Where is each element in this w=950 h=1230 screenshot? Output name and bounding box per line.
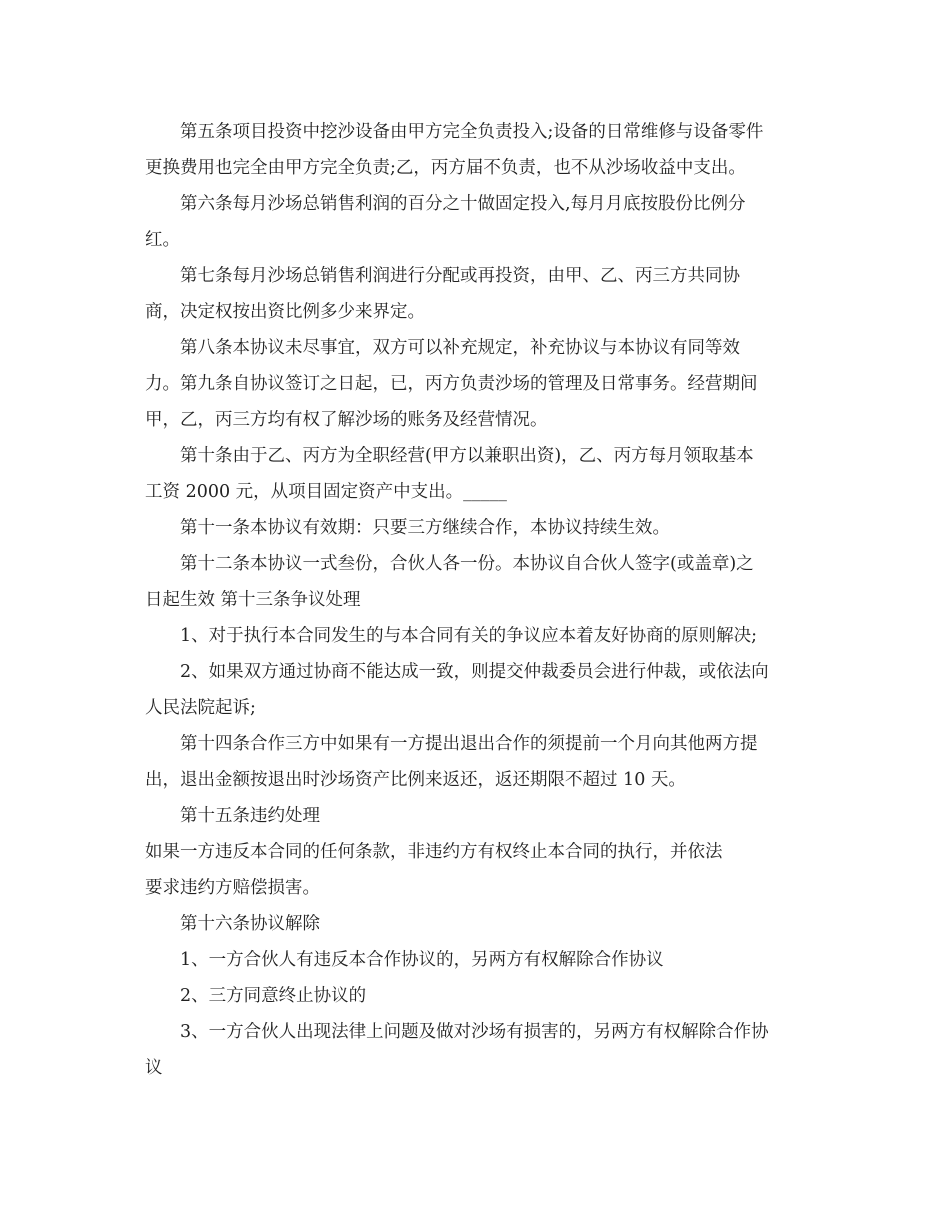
text-line: 如果一方违反本合同的任何条款，非违约方有权终止本合同的执行，并依法 bbox=[145, 842, 723, 862]
text-line: 力。第九条自协议签订之日起，已，丙方负责沙场的管理及日常事务。经营期间 bbox=[145, 374, 758, 394]
paragraph-article-8-9 bbox=[145, 330, 815, 438]
text-line: 第十六条协议解除 bbox=[180, 914, 320, 934]
text-line: 2、如果双方通过协商不能达成一致，则提交仲裁委员会进行仲裁，或依法向 bbox=[180, 662, 769, 682]
text-line: 1、一方合伙人有违反本合作协议的，另两方有权解除合作协议 bbox=[180, 950, 664, 970]
paragraph-article-16-item-3 bbox=[145, 1014, 815, 1086]
text-line: 议 bbox=[145, 1058, 163, 1078]
paragraph-article-14 bbox=[145, 726, 815, 798]
text-line: 第五条项目投资中挖沙设备由甲方完全负责投入;设备的日常维修与设备零件 bbox=[180, 122, 764, 142]
text-line: 人民法院起诉; bbox=[145, 698, 256, 718]
document-body bbox=[145, 114, 815, 1086]
text-line: 2、三方同意终止协议的 bbox=[180, 986, 367, 1006]
paragraph-article-16-item-1 bbox=[145, 942, 815, 978]
paragraph-article-10 bbox=[145, 438, 815, 510]
paragraph-article-15-heading bbox=[145, 798, 815, 834]
paragraph-article-15-body bbox=[145, 834, 815, 906]
text-line: 第十条由于乙、丙方为全职经营(甲方以兼职出资)，乙、丙方每月领取基本 bbox=[180, 446, 754, 466]
paragraph-article-16-heading bbox=[145, 906, 815, 942]
text-line: 甲，乙，丙三方均有权了解沙场的账务及经营情况。 bbox=[145, 410, 548, 430]
text-line: 第十一条本协议有效期：只要三方继续合作，本协议持续生效。 bbox=[180, 518, 670, 538]
text-line: 商，决定权按出资比例多少来界定。 bbox=[145, 302, 425, 322]
paragraph-article-13-item-2 bbox=[145, 654, 815, 726]
paragraph-article-6 bbox=[145, 186, 815, 258]
text-line: 第八条本协议未尽事宜，双方可以补充规定，补充协议与本协议有同等效 bbox=[180, 338, 740, 358]
text-line: 第十二条本协议一式叁份，合伙人各一份。本协议自合伙人签字(或盖章)之 bbox=[180, 554, 754, 574]
text-line: 要求违约方赔偿损害。 bbox=[145, 878, 320, 898]
text-line: 红。 bbox=[145, 230, 180, 250]
text-line: 第十四条合作三方中如果有一方提出退出合作的须提前一个月向其他两方提 bbox=[180, 734, 758, 754]
text-line: 第七条每月沙场总销售利润进行分配或再投资，由甲、乙、丙三方共同协 bbox=[180, 266, 740, 286]
text-line: 第十五条违约处理 bbox=[180, 806, 320, 826]
paragraph-article-5 bbox=[145, 114, 815, 186]
text-line: 日起生效 第十三条争议处理 bbox=[145, 590, 361, 610]
text-line: 出，退出金额按退出时沙场资产比例来返还，返还期限不超过 10 天。 bbox=[145, 770, 686, 790]
paragraph-article-13-item-1 bbox=[145, 618, 815, 654]
text-line: 更换费用也完全由甲方完全负责;乙，丙方届不负责，也不从沙场收益中支出。 bbox=[145, 158, 746, 178]
paragraph-article-11 bbox=[145, 510, 815, 546]
paragraph-article-7 bbox=[145, 258, 815, 330]
text-line: 工资 2000 元，从项目固定资产中支出。_____ bbox=[145, 482, 507, 502]
text-line: 第六条每月沙场总销售利润的百分之十做固定投入,每月月底按股份比例分 bbox=[180, 194, 746, 214]
text-line: 3、一方合伙人出现法律上问题及做对沙场有损害的，另两方有权解除合作协 bbox=[180, 1022, 769, 1042]
paragraph-article-16-item-2 bbox=[145, 978, 815, 1014]
text-line: 1、对于执行本合同发生的与本合同有关的争议应本着友好协商的原则解决; bbox=[180, 626, 758, 646]
paragraph-article-12-13 bbox=[145, 546, 815, 618]
